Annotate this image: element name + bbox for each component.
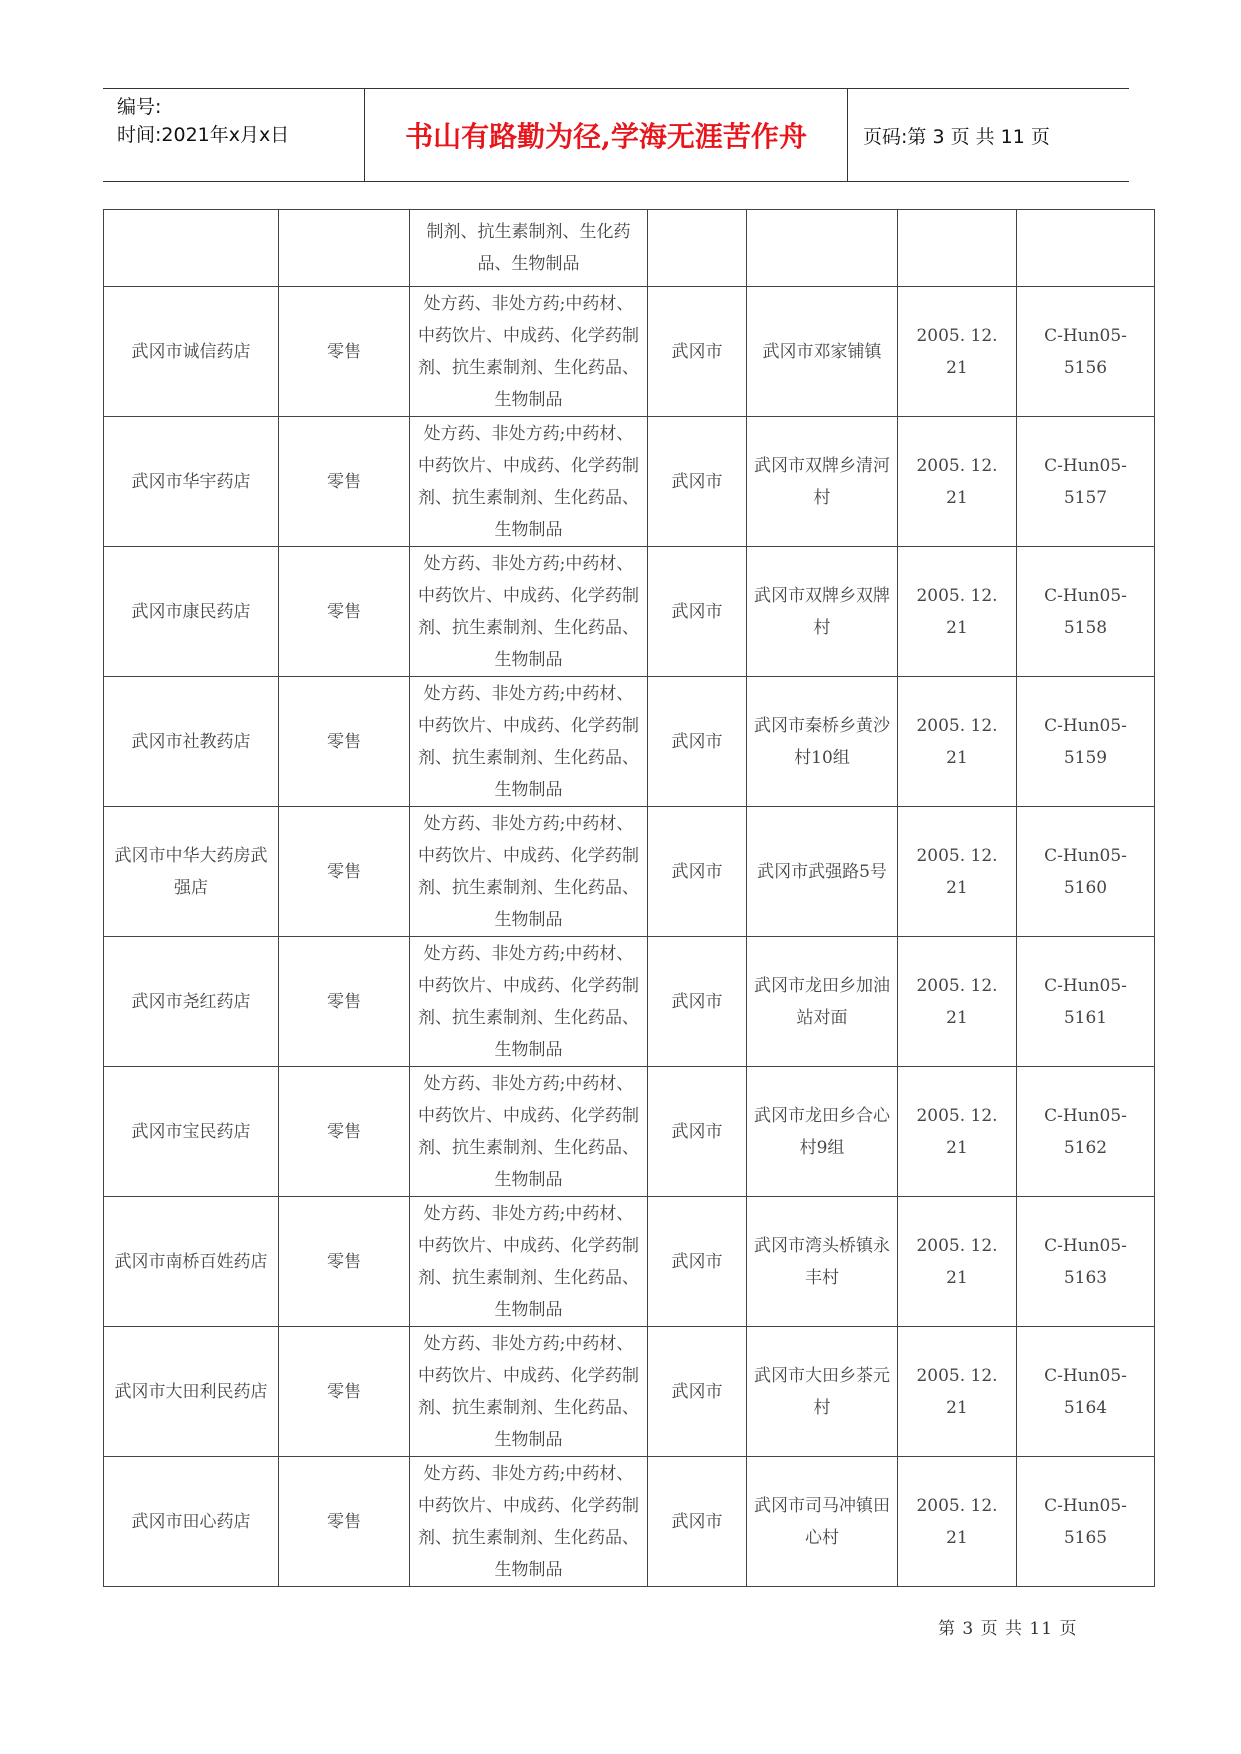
- cell-city: 武冈市: [648, 1327, 747, 1457]
- cell-name: 武冈市康民药店: [104, 547, 279, 677]
- table-row: [104, 1327, 1155, 1457]
- cell-code: C-Hun05-5164: [1017, 1327, 1155, 1457]
- cell-date: 2005. 12. 21: [898, 1067, 1017, 1197]
- cell-date: [898, 210, 1017, 287]
- cell-code: C-Hun05-5160: [1017, 807, 1155, 937]
- cell-scope: 处方药、非处方药;中药材、中药饮片、中成药、化学药制剂、抗生素制剂、生化药品、生物制品: [410, 1457, 648, 1587]
- table-row: [104, 1457, 1155, 1587]
- page-header: [103, 88, 1129, 182]
- cell-code: C-Hun05-5158: [1017, 547, 1155, 677]
- cell-type: [279, 210, 410, 287]
- cell-code: C-Hun05-5161: [1017, 937, 1155, 1067]
- cell-address: 武冈市双牌乡双牌村: [747, 547, 898, 677]
- cell-address: 武冈市龙田乡合心村9组: [747, 1067, 898, 1197]
- cell-scope: 处方药、非处方药;中药材、中药饮片、中成药、化学药制剂、抗生素制剂、生化药品、生物制品: [410, 937, 648, 1067]
- table-row: [104, 287, 1155, 417]
- cell-city: 武冈市: [648, 547, 747, 677]
- cell-name: [104, 210, 279, 287]
- cell-date: 2005. 12. 21: [898, 807, 1017, 937]
- header-divider: [847, 89, 848, 181]
- table-row: [104, 547, 1155, 677]
- cell-scope: 制剂、抗生素制剂、生化药品、生物制品: [410, 210, 648, 287]
- cell-address: 武冈市湾头桥镇永丰村: [747, 1197, 898, 1327]
- cell-address: 武冈市双牌乡清河村: [747, 417, 898, 547]
- cell-type: 零售: [279, 1327, 410, 1457]
- cell-scope: 处方药、非处方药;中药材、中药饮片、中成药、化学药制剂、抗生素制剂、生化药品、生物制品: [410, 1327, 648, 1457]
- cell-city: 武冈市: [648, 1457, 747, 1587]
- table-row: [104, 677, 1155, 807]
- cell-name: 武冈市中华大药房武强店: [104, 807, 279, 937]
- cell-code: C-Hun05-5157: [1017, 417, 1155, 547]
- cell-city: 武冈市: [648, 677, 747, 807]
- table-row: [104, 210, 1155, 287]
- cell-scope: 处方药、非处方药;中药材、中药饮片、中成药、化学药制剂、抗生素制剂、生化药品、生物制品: [410, 677, 648, 807]
- cell-city: 武冈市: [648, 1197, 747, 1327]
- cell-type: 零售: [279, 1067, 410, 1197]
- cell-city: 武冈市: [648, 807, 747, 937]
- table-row: [104, 807, 1155, 937]
- cell-address: 武冈市龙田乡加油站对面: [747, 937, 898, 1067]
- cell-city: 武冈市: [648, 417, 747, 547]
- cell-code: C-Hun05-5159: [1017, 677, 1155, 807]
- cell-type: 零售: [279, 287, 410, 417]
- cell-address: 武冈市大田乡茶元村: [747, 1327, 898, 1457]
- header-page-info: 页码:第 3 页 共 11 页: [863, 125, 1050, 148]
- cell-address: 武冈市秦桥乡黄沙村10组: [747, 677, 898, 807]
- cell-code: C-Hun05-5163: [1017, 1197, 1155, 1327]
- cell-name: 武冈市田心药店: [104, 1457, 279, 1587]
- cell-name: 武冈市华宇药店: [104, 417, 279, 547]
- cell-date: 2005. 12. 21: [898, 677, 1017, 807]
- table-row: [104, 1197, 1155, 1327]
- cell-scope: 处方药、非处方药;中药材、中药饮片、中成药、化学药制剂、抗生素制剂、生化药品、生物制品: [410, 547, 648, 677]
- table-row: [104, 937, 1155, 1067]
- cell-address: 武冈市司马冲镇田心村: [747, 1457, 898, 1587]
- cell-type: 零售: [279, 677, 410, 807]
- pharmacy-table: [103, 209, 1155, 1587]
- cell-code: [1017, 210, 1155, 287]
- cell-city: 武冈市: [648, 1067, 747, 1197]
- document-time-label: 时间:2021年x月x日: [117, 124, 290, 146]
- cell-code: C-Hun05-5162: [1017, 1067, 1155, 1197]
- cell-type: 零售: [279, 807, 410, 937]
- cell-date: 2005. 12. 21: [898, 1457, 1017, 1587]
- cell-name: 武冈市南桥百姓药店: [104, 1197, 279, 1327]
- cell-type: 零售: [279, 1197, 410, 1327]
- cell-date: 2005. 12. 21: [898, 1197, 1017, 1327]
- cell-scope: 处方药、非处方药;中药材、中药饮片、中成药、化学药制剂、抗生素制剂、生化药品、生物制品: [410, 1197, 648, 1327]
- table-row: [104, 417, 1155, 547]
- cell-address: 武冈市邓家铺镇: [747, 287, 898, 417]
- cell-name: 武冈市大田利民药店: [104, 1327, 279, 1457]
- cell-date: 2005. 12. 21: [898, 417, 1017, 547]
- cell-city: [648, 210, 747, 287]
- cell-type: 零售: [279, 547, 410, 677]
- cell-address: [747, 210, 898, 287]
- cell-code: C-Hun05-5165: [1017, 1457, 1155, 1587]
- cell-address: 武冈市武强路5号: [747, 807, 898, 937]
- cell-code: C-Hun05-5156: [1017, 287, 1155, 417]
- cell-date: 2005. 12. 21: [898, 547, 1017, 677]
- cell-scope: 处方药、非处方药;中药材、中药饮片、中成药、化学药制剂、抗生素制剂、生化药品、生物制品: [410, 1067, 648, 1197]
- cell-city: 武冈市: [648, 937, 747, 1067]
- cell-name: 武冈市尧红药店: [104, 937, 279, 1067]
- cell-date: 2005. 12. 21: [898, 287, 1017, 417]
- cell-date: 2005. 12. 21: [898, 1327, 1017, 1457]
- header-motto: 书山有路勤为径,学海无涯苦作舟: [405, 120, 807, 153]
- header-meta: [117, 93, 362, 149]
- page-footer: 第 3 页 共 11 页: [938, 1619, 1078, 1639]
- cell-name: 武冈市诚信药店: [104, 287, 279, 417]
- cell-type: 零售: [279, 1457, 410, 1587]
- cell-city: 武冈市: [648, 287, 747, 417]
- document-number-label: 编号:: [117, 96, 162, 118]
- cell-type: 零售: [279, 937, 410, 1067]
- table-row: [104, 1067, 1155, 1197]
- cell-date: 2005. 12. 21: [898, 937, 1017, 1067]
- cell-name: 武冈市社教药店: [104, 677, 279, 807]
- cell-scope: 处方药、非处方药;中药材、中药饮片、中成药、化学药制剂、抗生素制剂、生化药品、生物制品: [410, 417, 648, 547]
- cell-scope: 处方药、非处方药;中药材、中药饮片、中成药、化学药制剂、抗生素制剂、生化药品、生物制品: [410, 807, 648, 937]
- cell-type: 零售: [279, 417, 410, 547]
- cell-scope: 处方药、非处方药;中药材、中药饮片、中成药、化学药制剂、抗生素制剂、生化药品、生物制品: [410, 287, 648, 417]
- cell-name: 武冈市宝民药店: [104, 1067, 279, 1197]
